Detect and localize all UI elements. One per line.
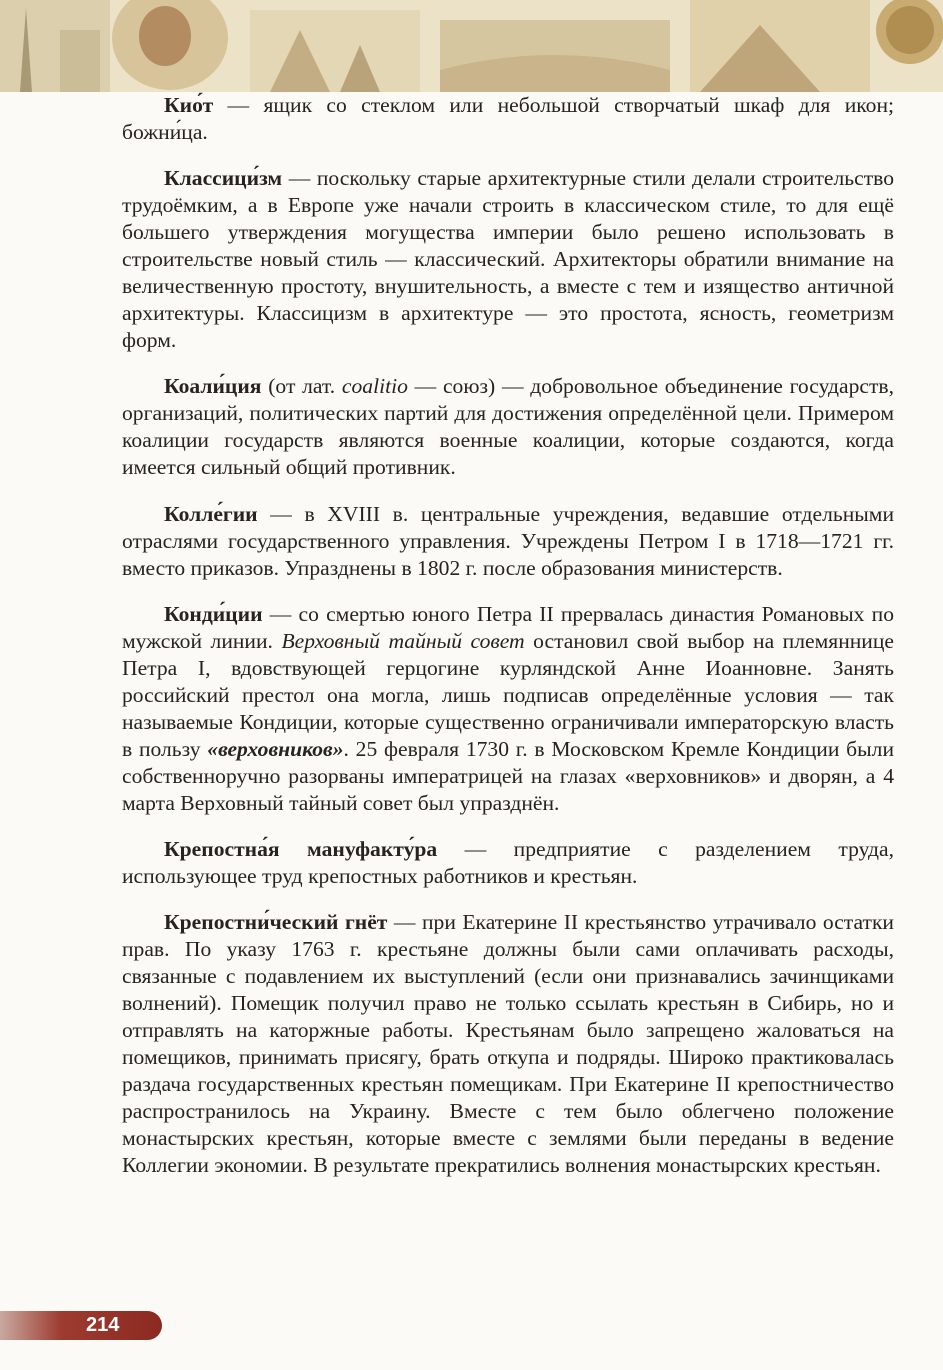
entry-definition-part: — союз) — добровольное объединение государств, организаций, политических партий для достижения определённой цели. Примером коалиции государств являются военные коалиции, которые создаются, когда имеется сильный общий противник. xyxy=(122,374,894,480)
latin-word: coalitio xyxy=(341,374,408,399)
entry-term: Крепостна́я мануфакту́ра xyxy=(164,836,438,861)
glossary-entry-krepostnicheskiy-gnet xyxy=(122,909,894,1179)
entry-definition: — поскольку старые архитектурные стили делали строительство трудоёмким, а в Европе уже начали строить в классическом стиле, то для ещё большего утверждения могущества империи было решено использовать в строительстве новый стиль — классический. Архитекторы обратили внимание на величественную простоту, внушительность, а вместе с тем и изящество античной архитектуры. Классицизм в архитектуре — это простота, ясность, геометризм форм. xyxy=(122,166,894,353)
entry-term: Крепостни́ческий гнёт xyxy=(164,910,388,935)
cross-reference: «верховников» xyxy=(207,736,344,761)
page-number-tab xyxy=(0,1311,162,1340)
glossary-entry-kollegii xyxy=(122,501,894,582)
entry-definition: — ящик со стеклом или небольшой створчатый шкаф для икон; божни́ца. xyxy=(122,93,894,144)
entry-term: Кио́т xyxy=(164,93,214,117)
page-number: 214 xyxy=(86,1314,120,1336)
entry-definition-part: . 25 февраля 1730 г. в Московском Кремле Кондиции были собственноручно разорваны императрицей на глазах «верховников» и дворян, а 4 марта Верховный тайный совет был упразднён. xyxy=(122,736,895,815)
glossary-entry-konditsii xyxy=(122,601,894,817)
entry-definition-part: — со смертью юного Петра II прервалась династия Романовых по мужской линии. xyxy=(122,601,894,653)
entry-definition: — предприятие с разделением труда, использующее труд крепостных работников и крестьян. xyxy=(122,836,894,888)
cross-reference: Верховный тайный совет xyxy=(281,628,525,653)
glossary-entry-koalitsiya xyxy=(122,373,894,481)
entry-term: Классици́зм xyxy=(164,166,283,191)
entry-definition: — при Екатерине II крестьянство утрачивало остатки прав. По указу 1763 г. крестьяне должны были сами оплачивать расходы, связанные с подавлением их выступлений (если они признавались зачинщиками волнений). Помещик получил право не только ссылать крестьян в Сибирь, но и отправлять на каторжные работы. Крестьянам было запрещено жаловаться на помещиков, принимать присягу, брать откупа и подряды. Широко практиковалась раздача государственных крестьян помещикам. При Екатерине II крепостничество распространилось на Украину. Вместе с тем было облегчено положение монастырских крестьян, которые вместе с землями были переданы в ведение Коллегии экономии. В результате прекратились волнения монастырских крестьян. xyxy=(122,910,894,1178)
entry-definition-part: (от лат. xyxy=(261,374,342,399)
glossary-entry-klassicizm xyxy=(122,165,894,354)
entry-definition-part: остановил свой выбор на племяннице Петра I, вдовствующей герцогине курляндской Анне Иоанновне. Занять российский престол она могла, лишь подписав определённые условия — так называемые Кондиции, которые существенно ограничивали императорскую власть в пользу xyxy=(122,628,895,761)
entry-term: Колле́гии xyxy=(164,501,258,526)
glossary-entry-krepostnaya-manufaktura xyxy=(122,836,894,890)
header-decorative-banner xyxy=(0,0,943,92)
glossary-entry-kiot xyxy=(122,92,894,146)
entry-term: Конди́ции xyxy=(164,601,263,626)
entry-definition: — в XVIII в. центральные учреждения, ведавшие отдельными отраслями государственного управления. Учреждены Петром I в 1718—1721 гг. вместо приказов. Упразднены в 1802 г. после образования министерств. xyxy=(122,501,894,580)
entry-term: Коали́ция xyxy=(164,374,262,399)
glossary-content xyxy=(122,92,894,1198)
